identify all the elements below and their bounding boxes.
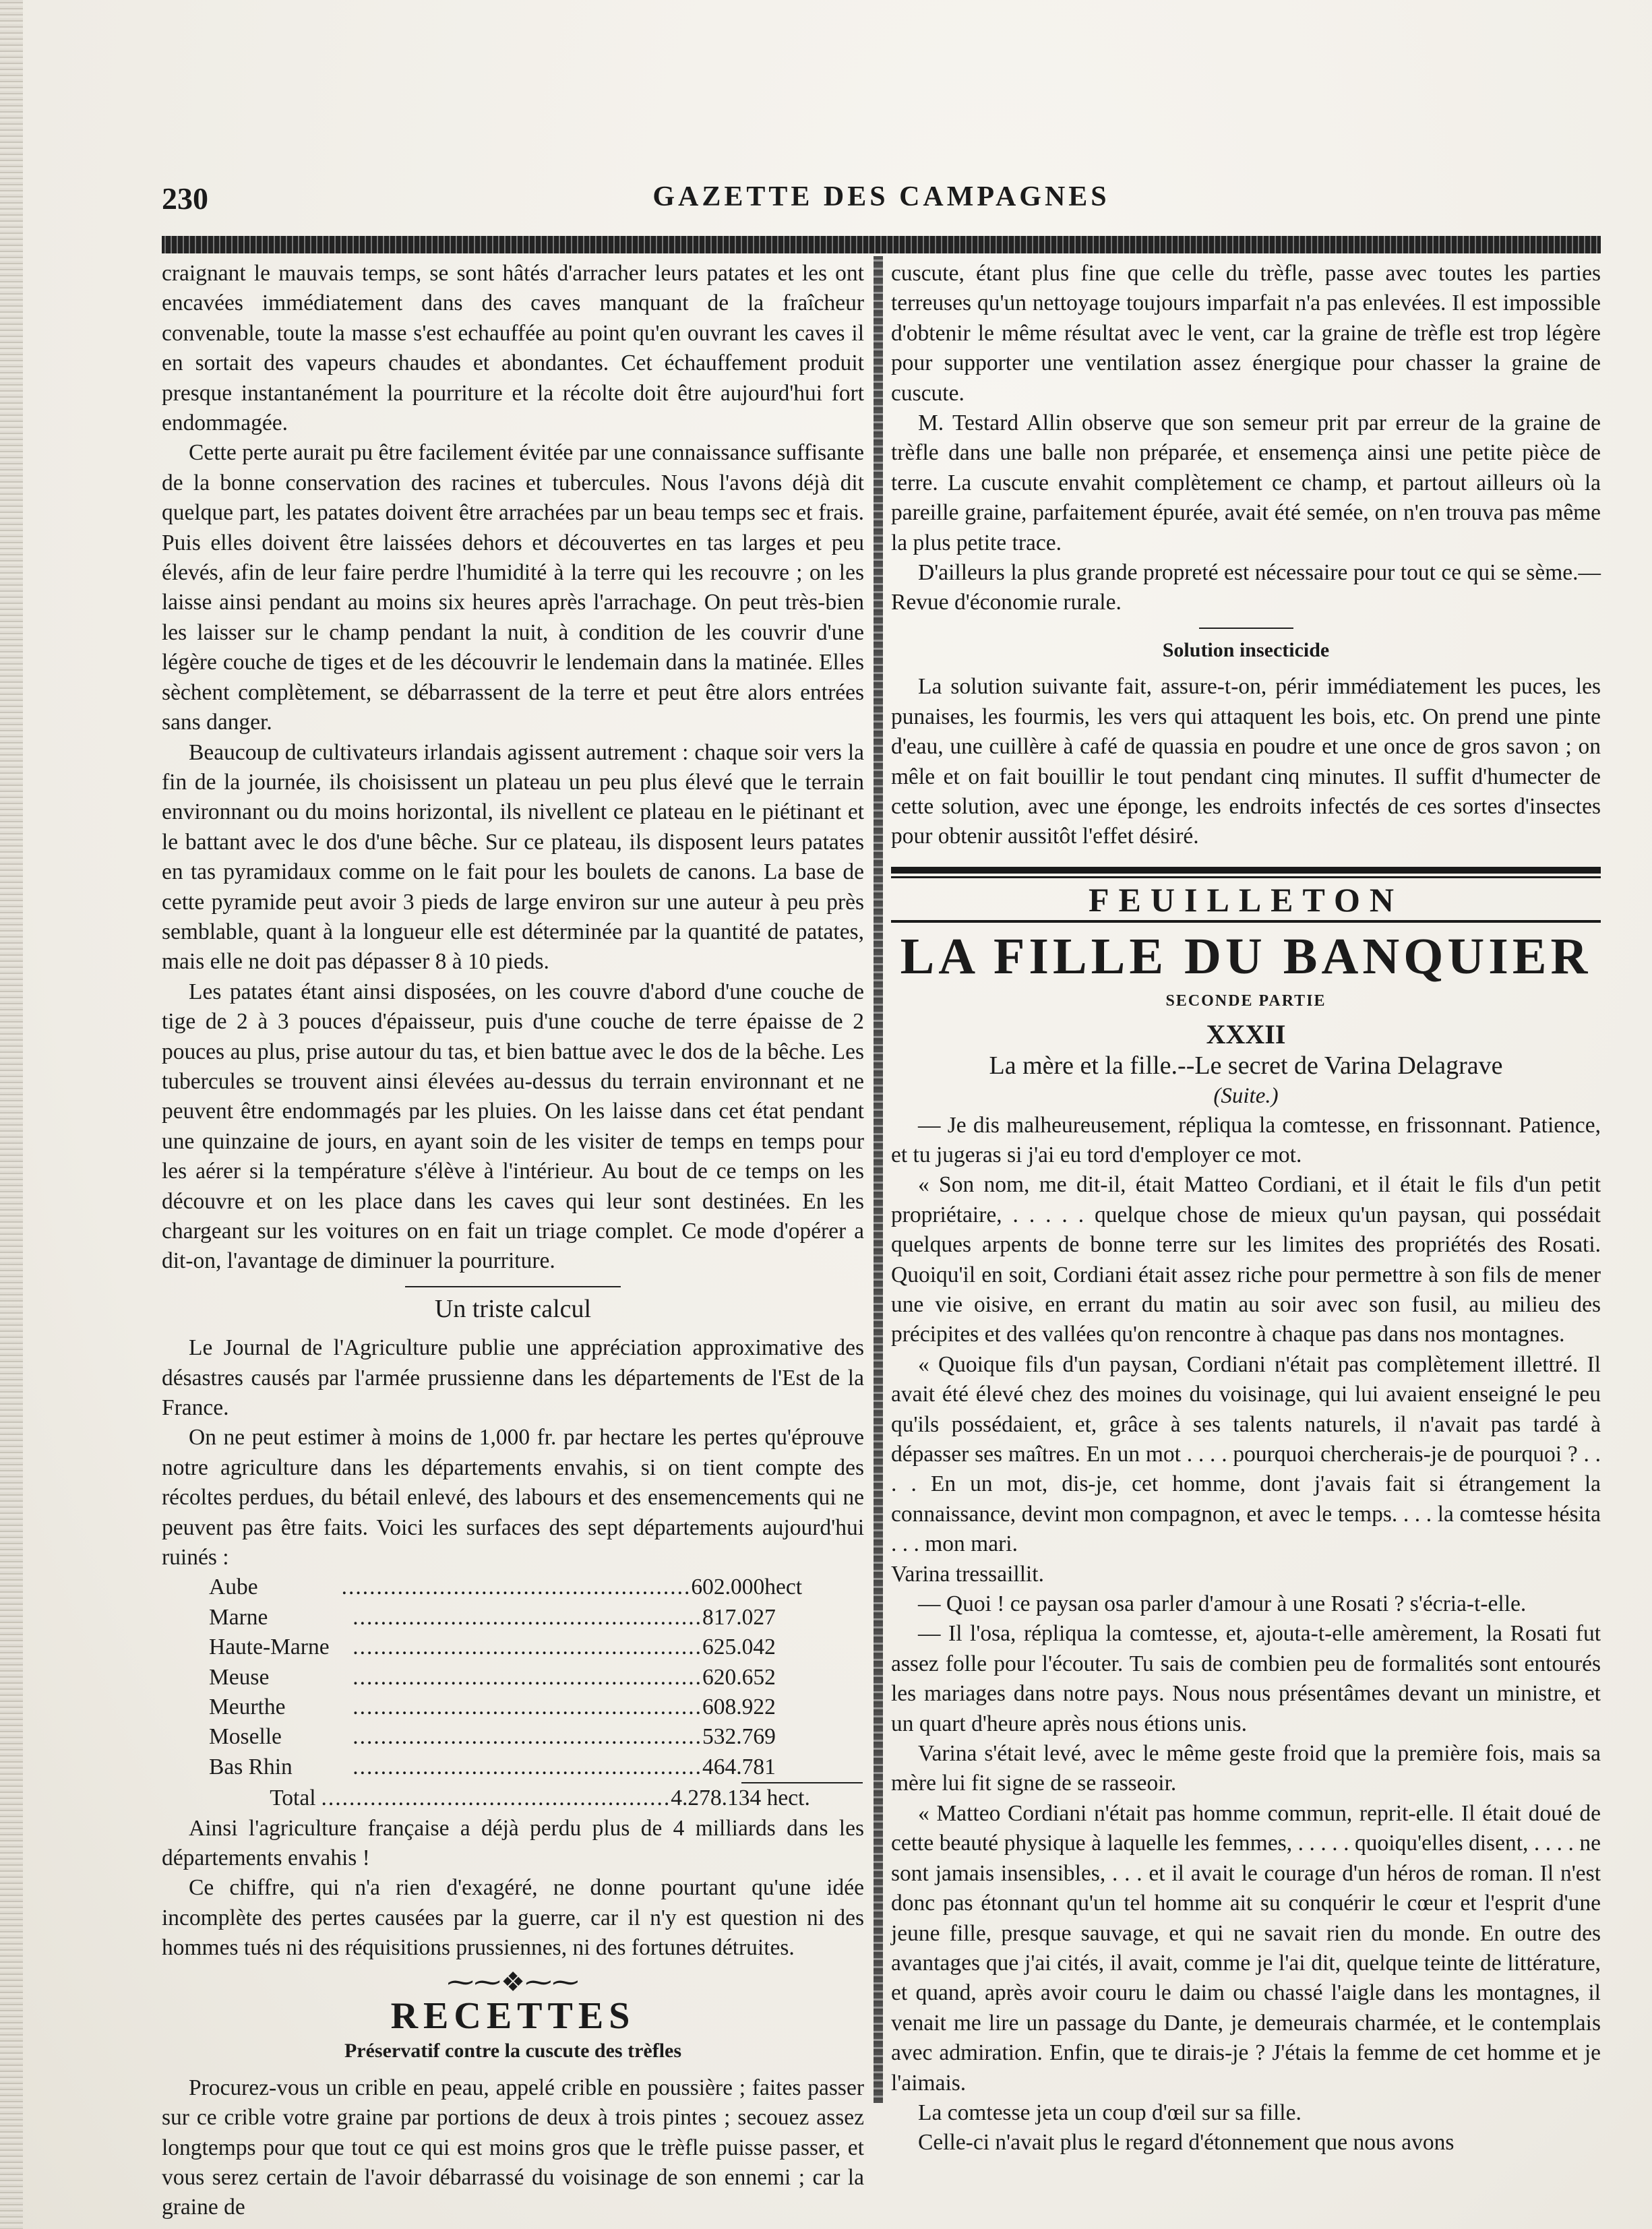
table-row (209, 1692, 802, 1722)
novel-title: LA FILLE DU BANQUIER (891, 920, 1601, 983)
story-paragraph: « Matteo Cordiani n'était pas homme commun, reprit-elle. Il était doué de cette beauté physique à laquelle les femmes, . . . . . quoiqu'elles disent, . . . . ne sont jamais insensibles, . . . et il avait le courage d'un héros de roman. Il n'est donc pas étonnant qu'un tel homme ait su conquérir le cœur et l'esprit d'une jeune fille, presque sauvage, et qui ne savait rien du monde. En outre des avantages que j'ai cités, il avait, comme je l'ai dit, quelque teinte de littérature, et quand, après avoir couru le daim ou chassé l'aigle dans les montagnes, il venait me lire un passage du Dante, je demeurais charmée, et le contemplais avec admiration. Enfin, que te dirais-je ? J'étais la femme de cet homme et je l'aimais. (891, 1800, 1601, 2096)
dot-leader: .................................................. (353, 1604, 702, 1630)
department-name: Aube (209, 1575, 258, 1600)
table-row (209, 1603, 802, 1632)
article-paragraph: M. Testard Allin observe que son semeur prit par erreur de la graine de trèfle dans une balle non préparée, et ensemença ainsi une petite pièce de terre. La cuscute envahit complètement ce champ, et partout ailleurs où la pareille graine, parfaitement épurée, avait été semée, on n'en trouva pas même la plus petite trace. (891, 410, 1601, 555)
table-row (209, 1663, 802, 1692)
table-row (209, 1632, 802, 1662)
story-paragraph: Varina tressaillit. (891, 1561, 1044, 1587)
story-paragraph: « Quoique fils d'un paysan, Cordiani n'était pas complètement illettré. Il avait été élevé chez des moines du voisinage, qui lui avaient enseigné le peu qu'ils possédaient, et, grâce à ses talents naturels, il n'avait pas tardé à dépasser ses maîtres. En un mot . . . . pourquoi chercherais-je de pourquoi ? . . . . En un mot, dis-je, cet homme, dont j'avais fait si étrangement la connaissance, devint mon compagnon, et avec le temps. . . . la comtesse hésita . . . mon mari. (891, 1351, 1601, 1557)
department-name: Haute-Marne (209, 1635, 330, 1660)
left-column (162, 259, 864, 2223)
table-row (209, 1752, 802, 1782)
article-paragraph: Beaucoup de cultivateurs irlandais agissent autrement : chaque soir vers la fin de la journée, ils choisissent un plateau un peu plus élevé que le terrain environnant ou du moins horizontal, ils nivellent ce plateau en le piétinant et le battant avec le dos d'une bêche. Sur ce plateau, ils disposent leurs patates en tas pyramidaux comme on le fait pour les boulets de canons. La base de cette pyramide peut avoir 3 pieds de large environ sur une auteur à peu près semblable, quant à la longueur elle est déterminée par la quantité de patates, mais elle ne doit pas dépasser 8 à 10 pieds. (162, 739, 864, 975)
article-paragraph: D'ailleurs la plus grande propreté est nécessaire pour tout ce qui se sème.—Revue d'économie rurale. (891, 560, 1601, 615)
part-label: SECONDE PARTIE (1165, 992, 1326, 1010)
department-name: Bas Rhin (209, 1754, 293, 1779)
chapter-title: La mère et la fille.--Le secret de Varina Delagrave (989, 1051, 1503, 1080)
story-paragraph: — Quoi ! ce paysan osa parler d'amour à une Rosati ? s'écria-t-elle. (918, 1591, 1527, 1617)
dot-leader: .................................................. (353, 1664, 702, 1690)
story-paragraph: Varina s'était levé, avec le même geste froid que la première fois, mais sa mère lui fit signe de se rasseoir. (891, 1741, 1601, 1796)
newspaper-title: GAZETTE DES CAMPAGNES (652, 181, 1110, 212)
article-paragraph: craignant le mauvais temps, se sont hâtés d'arracher leurs patates et les ont encavées immédiatement dans des caves manquant de la fraîcheur convenable, toute la masse s'est echauffée au point qu'en ouvrant les caves il en sortait des vapeurs chaudes et abondantes. Cet échauffement produit presque instantanément la pourriture et la récolte doit être aujourd'hui fort endommagée. (162, 261, 864, 436)
section-title-recettes: RECETTES (390, 1995, 636, 2038)
section-title-solution: Solution insecticide (1162, 638, 1330, 661)
story-paragraph: La comtesse jeta un coup d'œil sur sa fille. (918, 2100, 1302, 2125)
chapter-number: XXXII (1206, 1018, 1286, 1049)
table-row (209, 1722, 802, 1752)
total-row (175, 1783, 849, 1813)
story-paragraph: — Il l'osa, répliqua la comtesse, et, ajouta-t-elle amèrement, la Rosati fut assez folle pour l'écouter. Tu sais de combien peu de formalités sont entourés les mariages dans notre pays. Nous nous présentâmes devant un ministre, et un quart d'heure après nous étions unis. (891, 1621, 1601, 1736)
article-paragraph: Ce chiffre, qui n'a rien d'exagéré, ne donne pourtant qu'une idée incomplète des pertes causées par la guerre, car il n'y est question ni des hommes tués ni des réquisitions prussiennes, ni des fortunes détruites. (162, 1875, 864, 1961)
department-area: 532.769 (702, 1724, 776, 1750)
department-name: Marne (209, 1604, 268, 1630)
dot-leader: .................................................. (341, 1575, 692, 1600)
department-area: 602.000hect (691, 1575, 802, 1600)
table-row (209, 1572, 802, 1602)
recipe-title: Préservatif contre la cuscute des trèfles (344, 2040, 682, 2063)
story-paragraph: — Je dis malheureusement, répliqua la comtesse, en frissonnant. Patience, et tu jugeras si j'ai eu tord d'employer ce mot. (891, 1112, 1601, 1167)
column-separator (874, 256, 883, 2103)
right-column (891, 259, 1601, 2158)
total-label: Total (270, 1785, 316, 1811)
article-paragraph: Ainsi l'agriculture française a déjà perdu plus de 4 milliards dans les départements envahis ! (162, 1815, 864, 1870)
department-name: Meuse (209, 1664, 270, 1690)
article-paragraph: Cette perte aurait pu être facilement évitée par une connaissance suffisante de la bonne conservation des racines et tubercules. Nous l'avons déjà dit quelque part, les patates doivent être arrachées par un beau temps sec et frais. Puis elles doivent être laissées dehors et découvertes en tas larges et peu élevés, afin de leur faire perdre l'humidité à la terre qui les recouvre ; on les laisse ainsi pendant au moins six heures après l'arrachage. On peut très-bien les laisser sur le champ pendant la nuit, à condition de les couvrir d'une légère couche de tiges et de les découvrir le lendemain dans la matinée. Elles sèchent complètement, se débarrassent de la terre et peut être alors entrées sans danger. (162, 440, 864, 735)
dot-leader: .................................................. (353, 1724, 702, 1750)
article-paragraph: Procurez-vous un crible en peau, appelé crible en poussière ; faites passer sur ce crible votre graine par portions de deux à trois pintes ; secouez assez longtemps pour que tout ce qui est moins gros que le trèfle puisse passer, et vous serez certain de l'avoir débarrassé du voisinage de son ennemi ; car la graine de (162, 2075, 864, 2220)
section-title-calcul: Un triste calcul (434, 1294, 592, 1323)
section-divider (405, 1286, 621, 1287)
article-paragraph: Les patates étant ainsi disposées, on les couvre d'abord d'une couche de tige de 2 à 3 pouces d'épaisseur, puis d'une couche de terre épaisse de 2 pouces au plus, prise autour du tas, et bien battue avec le dos de la bêche. Les tubercules se trouvent ainsi élevées au-dessus du terrain environnant et ne peuvent être endommagés par les pluies. On les laisse dans cet état pendant une quinzaine de jours, en ayant soin de les visiter de temps en temps pour les aérer si la température s'élève à l'intérieur. Au bout de ce temps on les découvre et on les place dans les caves qui leur sont destinées. En les chargeant sur les voitures on en fait un triage complet. Ce mode d'opérer a dit-on, l'avantage de diminuer la pourriture. (162, 979, 864, 1274)
department-area: 625.042 (702, 1635, 776, 1660)
department-area: 817.027 (702, 1604, 776, 1630)
page-header (162, 181, 1601, 214)
department-name: Moselle (209, 1724, 282, 1750)
feuilleton-heading: FEUILLETON (1089, 880, 1403, 919)
total-value: 4.278.134 hect. (671, 1785, 810, 1811)
department-area: 464.781 (702, 1754, 776, 1779)
ornament-divider: ⁓⁓❖⁓⁓ (447, 1966, 579, 1997)
dot-leader: .................................................. (353, 1635, 702, 1660)
article-paragraph: Le Journal de l'Agriculture publie une appréciation approximative des désastres causés par l'armée prussienne dans les départements de l'Est de la France. (162, 1335, 864, 1421)
dot-leader: .................................................. (353, 1694, 702, 1720)
department-area: 608.922 (702, 1694, 776, 1720)
departments-table (209, 1572, 864, 1782)
story-paragraph: « Son nom, me dit-il, était Matteo Cordiani, et il était le fils d'un petit propriétaire, . . . . . quelque chose de mieux qu'un paysan, qui possédait quelques arpents de bonne terre sur les limites des propriétés des Rosati. Quoiqu'il en soit, Cordiani était assez riche pour permettre à son fils de mener une vie oisive, en errant du matin au soir avec son fusil, au milieu des précipites et des vallées qu'on rencontre à chaque pas dans nos montagnes. (891, 1172, 1601, 1347)
header-rule (162, 236, 1601, 253)
feuilleton-rule-thin (891, 876, 1601, 878)
story-paragraph: Celle-ci n'avait plus le regard d'étonnement que nous avons (918, 2130, 1455, 2156)
suite-label: (Suite.) (1213, 1083, 1279, 1108)
article-paragraph: On ne peut estimer à moins de 1,000 fr. par hectare les pertes qu'éprouve notre agriculture dans les départements envahis, si on tient compte des récoltes perdues, du bétail enlevé, des labours et des ensemencements qui ne peuvent pas être faits. Voici les surfaces des sept départements aujourd'hui ruinés : (162, 1425, 864, 1570)
article-paragraph: cuscute, étant plus fine que celle du trèfle, passe avec toutes les parties terreuses qu'un nettoyage toujours imparfait n'a pas enlevées. Il est impossible d'obtenir le même résultat avec le vent, car la graine de trèfle est trop légère pour supporter une ventilation assez énergique pour chasser la graine de cuscute. (891, 261, 1601, 406)
department-name: Meurthe (209, 1694, 286, 1720)
section-divider (1199, 628, 1293, 629)
page-number: 230 (162, 181, 208, 216)
article-paragraph: La solution suivante fait, assure-t-on, périr immédiatement les puces, les punaises, les fourmis, les vers qui attaquent les bois, etc. On prend une pinte d'eau, une cuillère à café de quassia en poudre et une once de gros savon ; on mêle et on fait bouillir le tout pendant cinq minutes. Il suffit d'humecter de cette solution, avec une éponge, les endroits infectés de ces sortes d'insectes pour obtenir aussitôt l'effet désiré. (891, 674, 1601, 849)
scanned-page-edge (0, 0, 23, 2229)
feuilleton-rule (891, 867, 1601, 874)
department-area: 620.652 (702, 1664, 776, 1690)
dot-leader: .................................................. (353, 1754, 702, 1779)
dot-leader: .................................................. (321, 1785, 671, 1811)
